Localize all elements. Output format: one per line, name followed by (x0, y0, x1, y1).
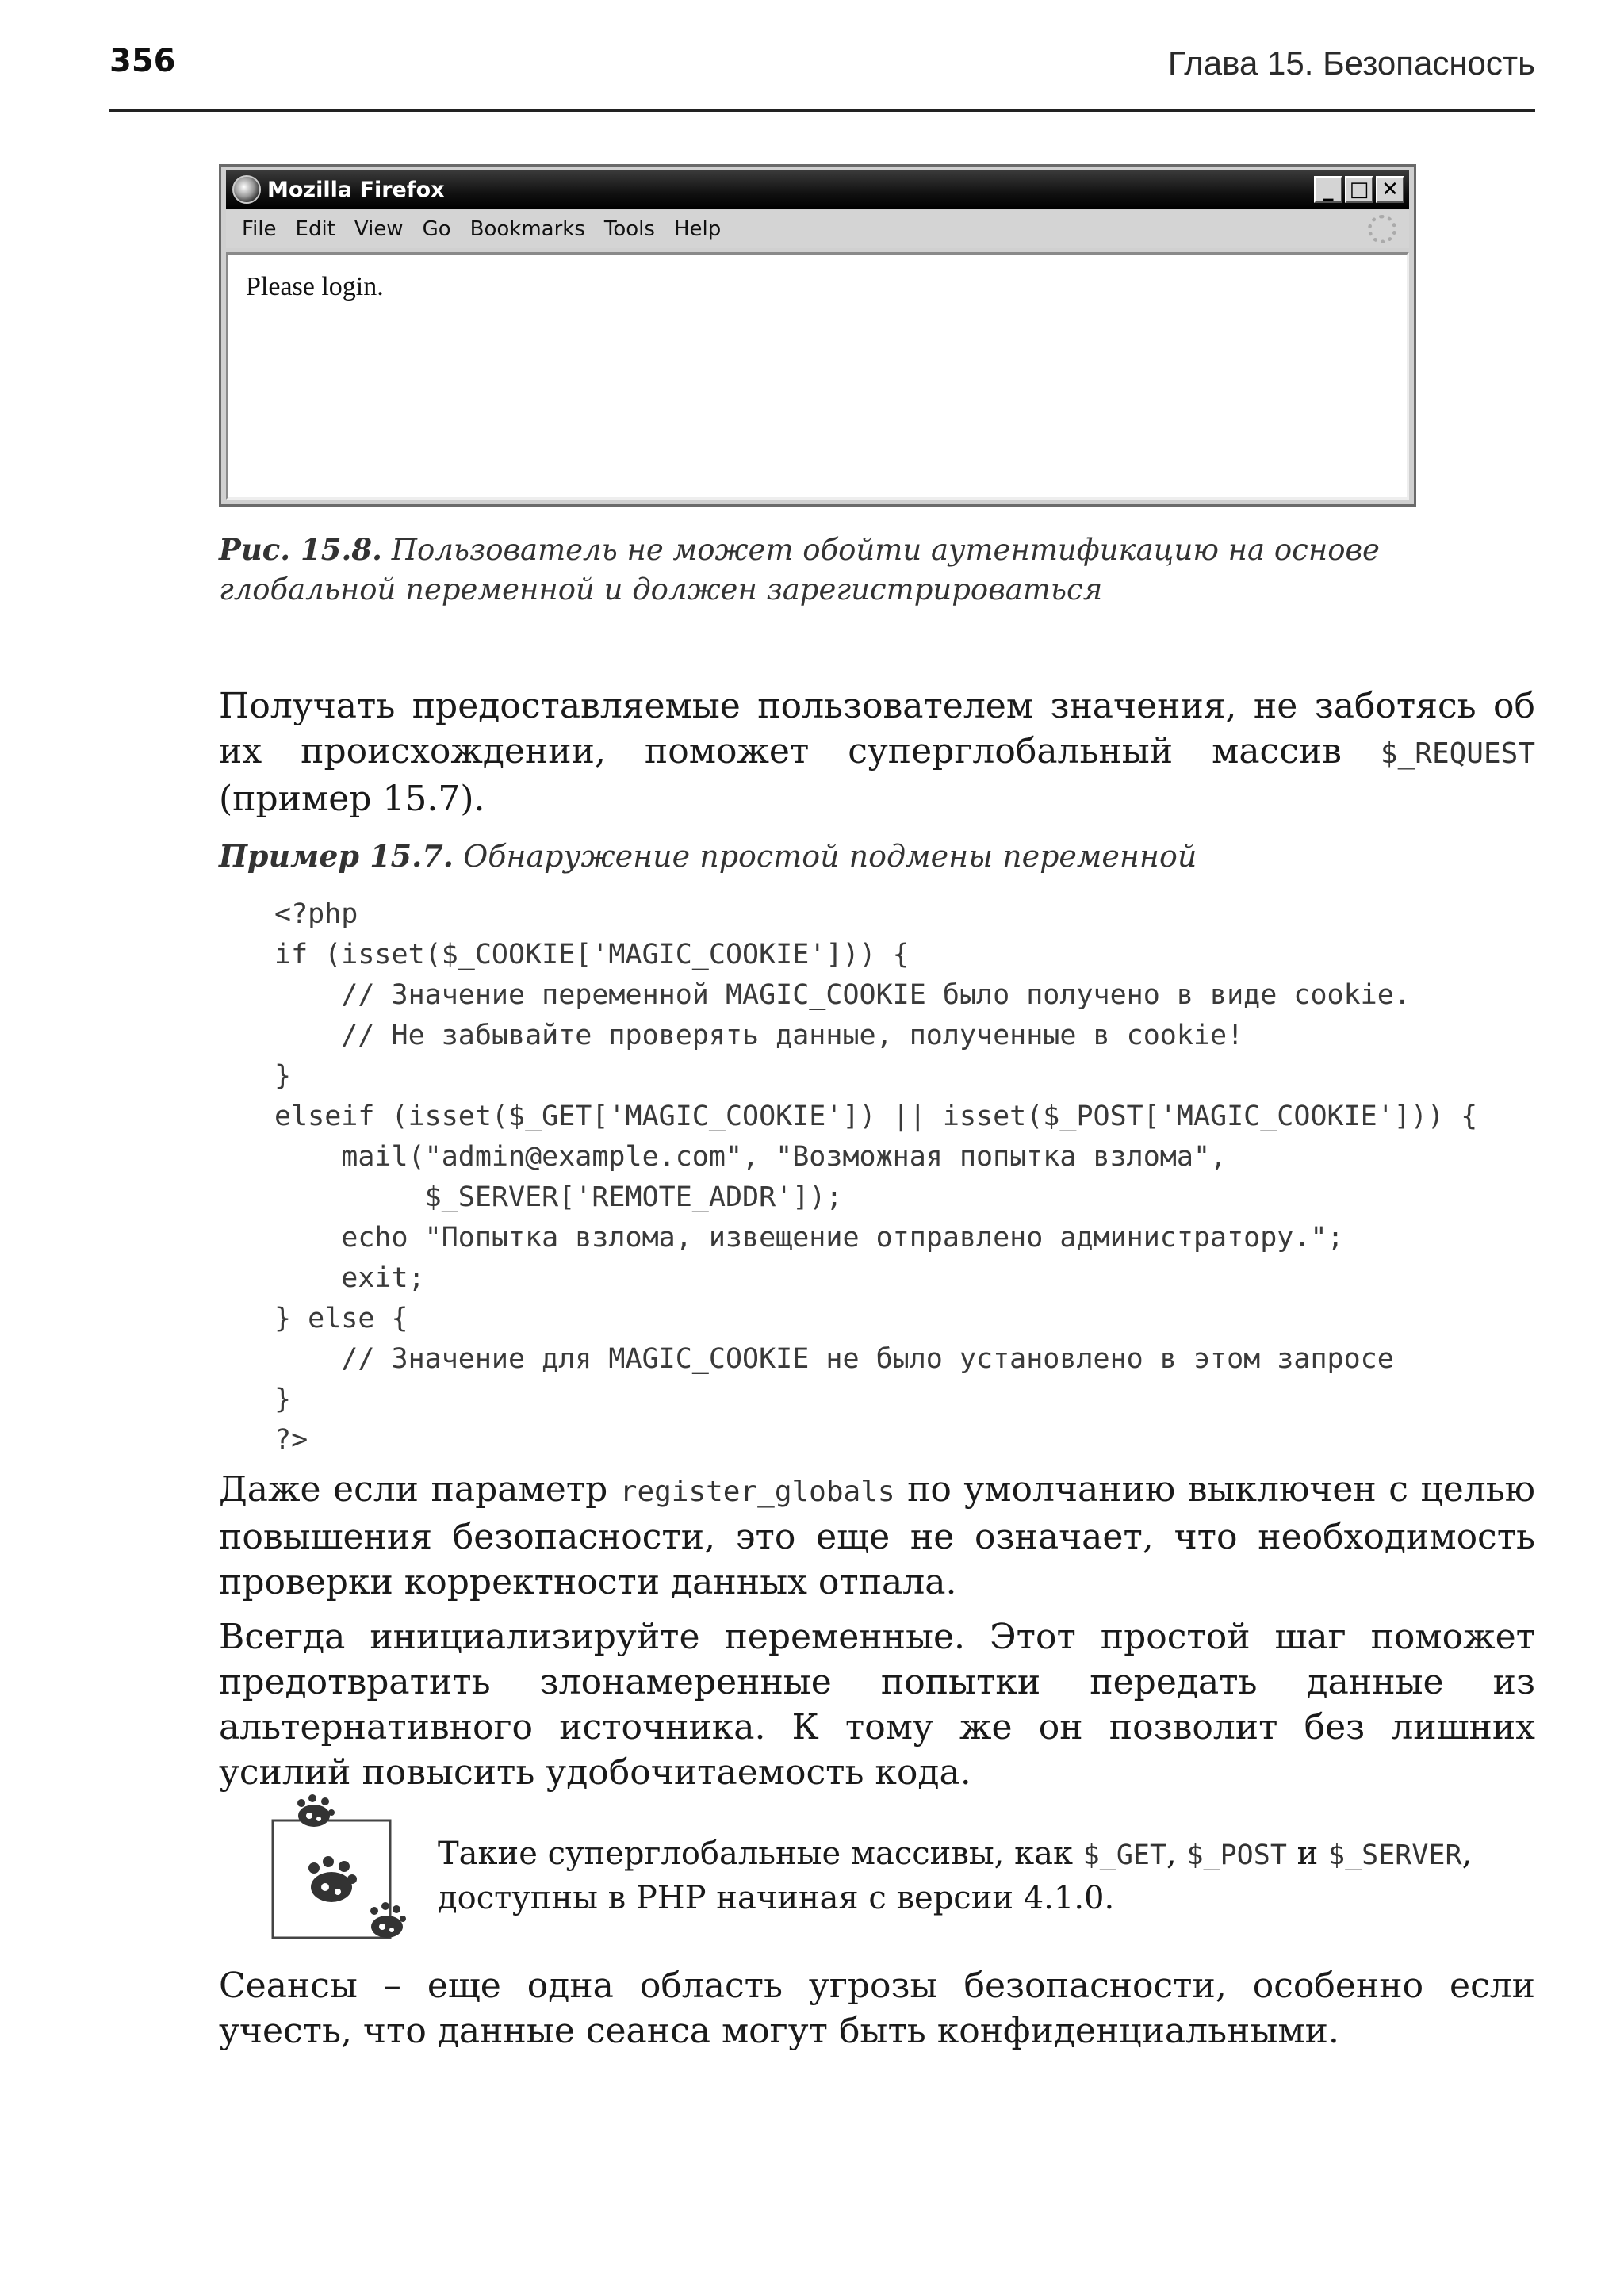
tip-icon (268, 1794, 427, 1952)
menu-view[interactable]: View (354, 217, 404, 241)
menu-help[interactable]: Help (673, 217, 722, 241)
paragraph-sessions: Сеансы – еще одна область угрозы безопасности, особенно если учесть, что данные сеанса могут быть конфиденциальными. (219, 1966, 1535, 2051)
inline-code-request: $_REQUEST (1380, 737, 1535, 770)
figure-caption (219, 530, 1424, 610)
example-title (219, 838, 1197, 874)
paragraph-register-globals-end: по умолчанию выключен с целью повышения безопасности, это еще не означает, что необходимость проверки корректности данных отпала. (219, 1469, 1535, 1602)
paragraph-request-text: Получать предоставляемые пользователем значения, не заботясь об их происхождении, поможет суперглобальный массив (219, 686, 1535, 771)
tip-note (438, 1832, 1548, 1920)
figure-caption-line2: глобальной переменной и должен зарегистрироваться (219, 572, 1103, 607)
example-label: Пример 15.7. (219, 838, 454, 874)
browser-title-bar (226, 170, 1409, 209)
tip-note-text-5: доступны в PHP начиная с версии 4.1.0. (438, 1880, 1115, 1916)
browser-content-area (226, 252, 1409, 500)
inline-code-post: $_POST (1186, 1839, 1287, 1871)
paragraph-register-globals (219, 1467, 1535, 1605)
menu-go[interactable]: Go (422, 217, 451, 241)
menu-edit[interactable]: Edit (295, 217, 335, 241)
code-listing: <?php if (isset($_COOKIE['MAGIC_COOKIE'])) { // Значение переменной MAGIC_COOKIE было получено в виде cookie. // Не забывайте проверять данные, полученные в cookie! } elseif (isset($_GET['MAGIC_COOKIE']) || isset($_POST['MAGIC_COOKIE'])) { mail("admin@example.com", "Возможная попытка взлома", $_SERVER['REMOTE_ADDR']); echo "Попытка взлома, извещение отправлено администратору."; exit; } else { // Значение для MAGIC_COOKIE не было установлено в этом запросе } ?> (274, 898, 1478, 1456)
browser-menu-bar (226, 210, 1409, 248)
maximize-button[interactable]: □ (1345, 176, 1373, 203)
page-number: 356 (109, 43, 176, 79)
browser-content-text: Please login. (246, 272, 384, 301)
example-title-text: Обнаружение простой подмены переменной (453, 839, 1197, 874)
inline-code-get: $_GET (1082, 1839, 1167, 1871)
tip-note-text-1: Такие суперглобальные массивы, как (438, 1836, 1083, 1872)
tip-note-text-2: , (1166, 1836, 1187, 1872)
figure-caption-line1: Пользователь не может обойти аутентификацию на основе (382, 533, 1380, 567)
inline-code-register-globals: register_globals (619, 1476, 895, 1508)
inline-code-server: $_SERVER (1328, 1839, 1462, 1871)
menu-bookmarks[interactable]: Bookmarks (469, 217, 585, 241)
throbber-icon (1368, 215, 1396, 243)
close-button[interactable]: ✕ (1376, 176, 1404, 203)
browser-window-figure (219, 164, 1416, 507)
paragraph-initialize: Всегда инициализируйте переменные. Этот простой шаг поможет предотвратить злонамеренные попытки передать данные из альтернативного источника. К тому же он позволит без лишних усилий повысить удобочитаемость кода. (219, 1617, 1535, 1793)
menu-tools[interactable]: Tools (603, 217, 655, 241)
window-controls (1314, 176, 1404, 203)
paragraph-request-end: (пример 15.7). (219, 779, 485, 819)
menu-file[interactable]: File (242, 217, 277, 241)
tip-note-text-3: и (1286, 1836, 1328, 1872)
paragraph-request (219, 683, 1535, 821)
running-head: Глава 15. Безопасность (1167, 44, 1535, 82)
tip-note-text-4: , (1461, 1836, 1473, 1872)
header-rule (109, 109, 1535, 112)
browser-window-title: Mozilla Firefox (267, 177, 445, 202)
paragraph-register-globals-text: Даже если параметр (219, 1469, 620, 1510)
figure-caption-label: Рис. 15.8. (219, 532, 383, 567)
firefox-logo-icon (232, 175, 261, 204)
minimize-button[interactable]: _ (1314, 176, 1342, 203)
